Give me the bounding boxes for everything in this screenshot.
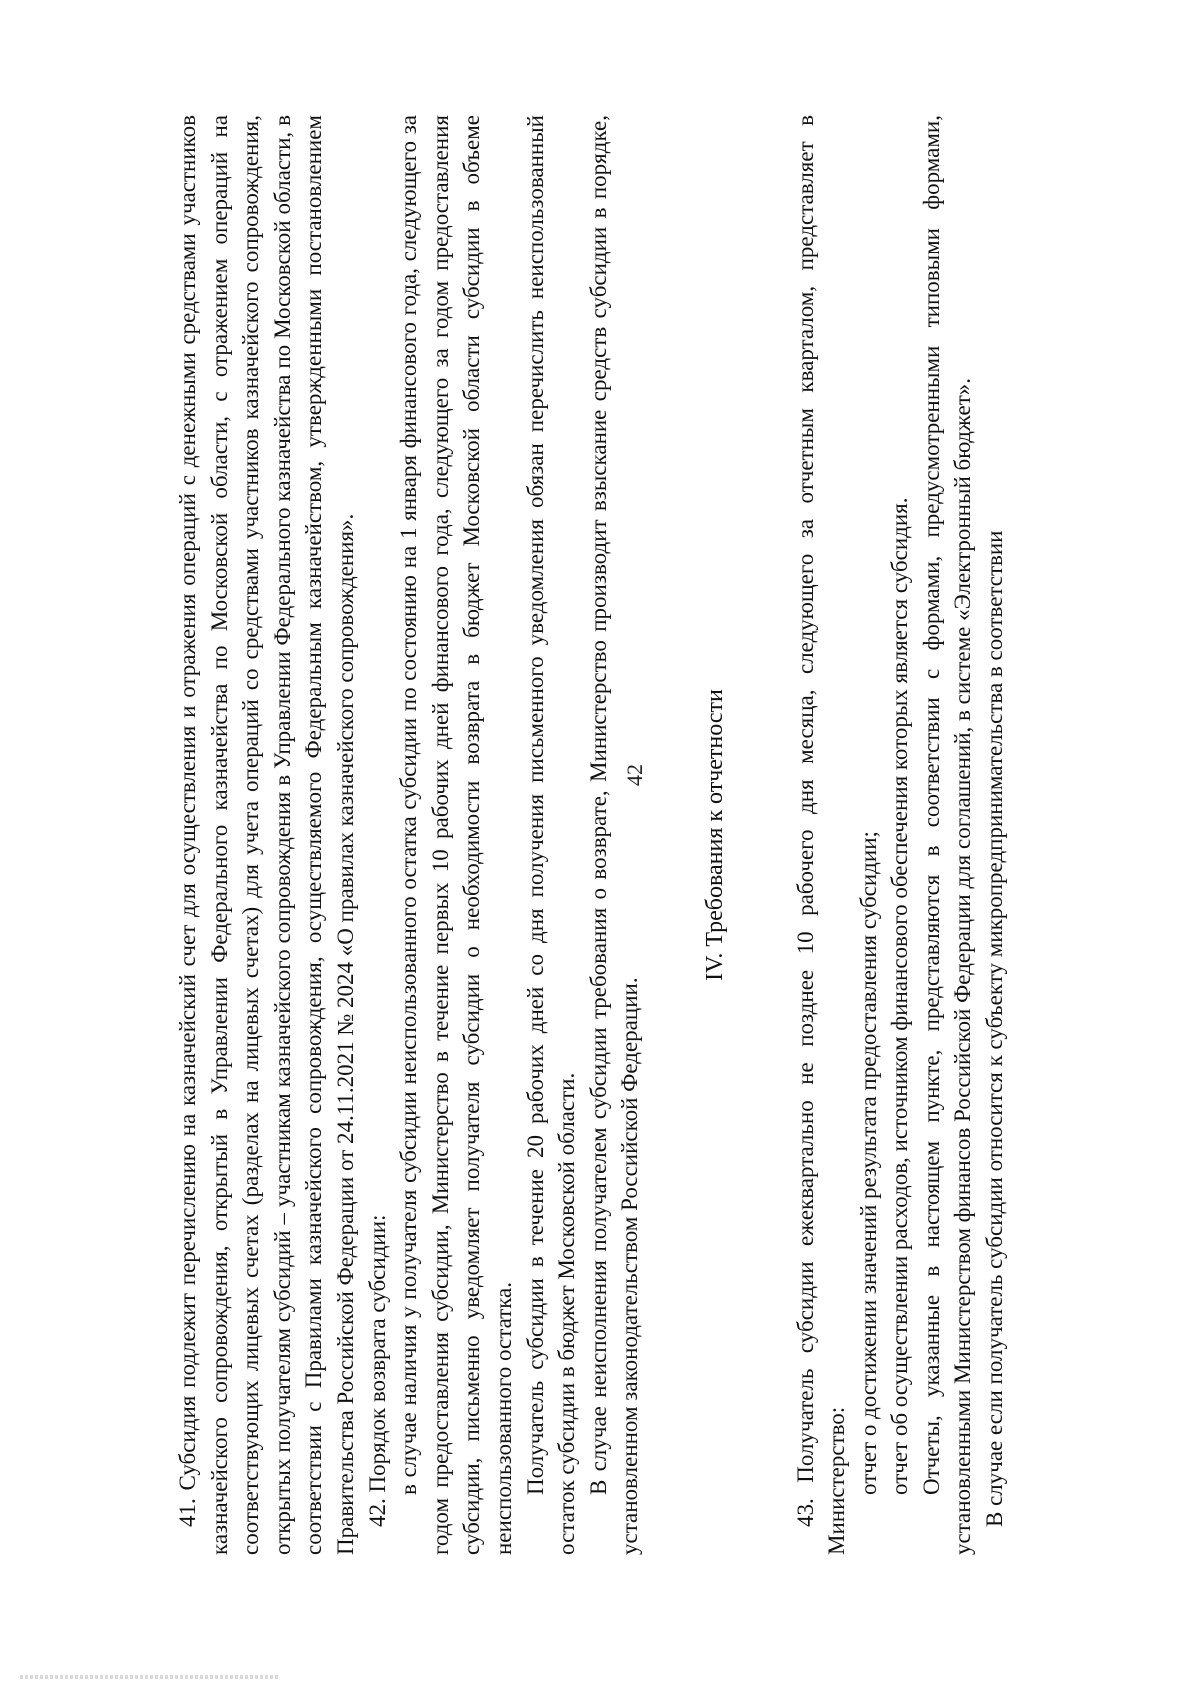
paragraph-42-item-c: В случае неисполнения получателем субсидии требования о возврате, Министерство производит взыскание средств субсидии в порядке, установленном законодательством Российской Федерации. — [585, 115, 643, 1555]
section-heading: IV. Требования к отчетности — [701, 689, 728, 981]
paragraph-42-title: 42. Порядок возврата субсидии: — [364, 1214, 390, 1527]
document-body — [172, 115, 1040, 1555]
paragraph-43-item-a: отчет о достижении значений результата предоставления субсидии; — [855, 831, 881, 1495]
footer-stamp — [20, 1675, 280, 1679]
page-number: 42 — [622, 764, 647, 786]
paragraph-42-item-b: Получатель субсидии в течение 20 рабочих дней со дня получения письменного уведомления обязан перечислить неиспользованный остаток субсидии в бюджет Московской области. — [522, 115, 580, 1555]
paragraph-43-item-b: отчет об осуществлении расходов, источником финансового обеспечения которых является субсидия. — [887, 497, 913, 1495]
paragraph-42-item-a: в случае наличия у получателя субсидии неиспользованного остатка субсидии по состоянию на 1 января финансового года, следующего за годом предоставления субсидии, Министерство в течение первых 10 рабочих дней финансового года, следующего за годом предоставления субсидии, письменно уведомляет получателя субсидии о необходимости возврата в бюджет Московской области субсидии в объеме неиспользованного остатка. — [396, 115, 516, 1555]
paragraph-43-item-c: Отчеты, указанные в настоящем пункте, представляются в соответствии с формами, предусмотренными типовыми формами, установленными Министерством финансов Российской Федерации для соглашений, в системе «Электронный бюджет». — [918, 115, 976, 1555]
paragraph-43: 43. Получатель субсидии ежеквартально не позднее 10 рабочего дня месяца, следующего за отчетным кварталом, представляет в Министерство: — [792, 115, 850, 1555]
paragraph-43-item-d: В случае если получатель субсидии относится к субъекту микропредпринимательства в соответствии — [982, 530, 1008, 1527]
paragraph-41: 41. Субсидия подлежит перечислению на казначейский счет для осуществления и отражения операций с денежными средствами участников казначейского сопровождения, открытый в Управлении Федерального казначейства по Московской области, с отражением операций на соответствующих лицевых счетах (разделах на лицевых счетах) для учета операций со средствами участников казначейского сопровождения, открытых получателям субсидий – участникам казначейского сопровождения в Управлении Федерального казначейства по Московской области, в соответствии с Правилами казначейского сопровождения, осуществляемого Федеральным казначейством, утвержденными постановлением Правительства Российской Федерации от 24.11.2021 № 2024 «О правилах казначейского сопровождения». — [175, 115, 358, 1555]
